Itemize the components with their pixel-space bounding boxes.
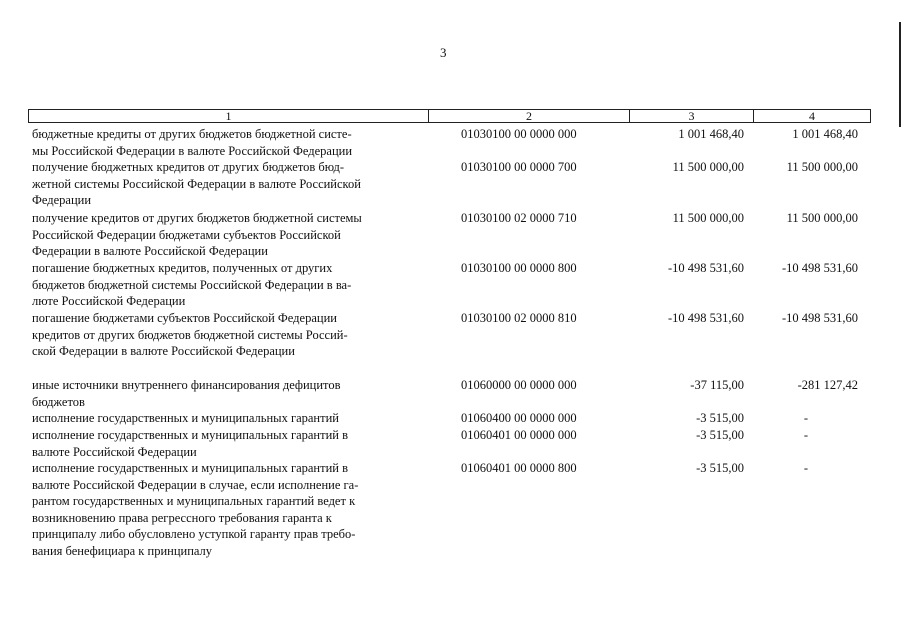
row-description-line: Российской Федерации бюджетами субъектов Российской xyxy=(32,227,341,242)
row-value-3: 11 500 000,00 xyxy=(672,211,744,225)
row-description xyxy=(32,310,422,360)
row-value-4: -10 498 531,60 xyxy=(781,311,858,325)
row-code: 01030100 00 0000 800 xyxy=(461,261,577,275)
row-description xyxy=(32,126,422,159)
row-description xyxy=(32,460,422,559)
row-description xyxy=(32,377,422,410)
row-value-4: 11 500 000,00 xyxy=(786,211,858,225)
row-value-4: 11 500 000,00 xyxy=(786,160,858,174)
row-description xyxy=(32,410,422,427)
row-description xyxy=(32,210,422,260)
row-value-3: -10 498 531,60 xyxy=(667,261,744,275)
row-description-line: мы Российской Федерации в валюте Российской Федерации xyxy=(32,143,353,158)
row-description xyxy=(32,159,422,209)
row-value-4: - xyxy=(803,461,809,475)
row-value-4: 1 001 468,40 xyxy=(792,127,858,141)
row-description-line: люте Российской Федерации xyxy=(32,294,186,308)
row-description-line: Федерации xyxy=(32,193,92,207)
row-value-3: 11 500 000,00 xyxy=(672,160,744,174)
row-description-line: погашение бюджетами субъектов Российской Федерации xyxy=(32,311,337,325)
row-value-3: -3 515,00 xyxy=(696,461,744,475)
row-description-line: вания бенефициара к принципалу xyxy=(32,543,213,558)
table-header xyxy=(28,109,871,123)
row-description-line: исполнение государственных и муниципальных гарантий в xyxy=(32,428,348,442)
row-description-line: бюджетов xyxy=(32,394,85,409)
row-value-4: - xyxy=(803,428,809,442)
row-description-line: получение кредитов от других бюджетов бюджетной системы xyxy=(32,211,362,225)
row-description-line: Федерации в валюте Российской Федерации xyxy=(32,244,268,258)
row-description-line: бюджетные кредиты от других бюджетов бюджетной систе- xyxy=(32,127,352,141)
row-code: 01060401 00 0000 000 xyxy=(461,428,577,442)
row-value-3: 1 001 468,40 xyxy=(678,127,744,141)
row-description-line: рантом государственных и муниципальных гарантий ведет к xyxy=(32,494,356,508)
row-description xyxy=(32,260,422,310)
row-description-line: жетной системы Российской Федерации в валюте Российской xyxy=(32,176,361,191)
row-value-3: -37 115,00 xyxy=(690,378,744,392)
header-col-1: 1 xyxy=(225,109,232,123)
row-code: 01060400 00 0000 000 xyxy=(461,411,577,425)
row-code: 01030100 02 0000 810 xyxy=(461,311,577,325)
row-description-line: погашение бюджетных кредитов, полученных от других xyxy=(32,261,333,275)
header-col-2: 2 xyxy=(526,109,532,123)
row-value-3: -3 515,00 xyxy=(696,411,744,425)
row-description-line: исполнение государственных и муниципальных гарантий в xyxy=(32,461,348,475)
row-description-line: иные источники внутреннего финансирования дефицитов xyxy=(32,378,341,392)
row-description-line: ской Федерации в валюте Российской Федерации xyxy=(32,344,295,358)
header-col-3: 3 xyxy=(688,109,695,123)
row-code: 01030100 02 0000 710 xyxy=(461,211,577,225)
row-description-line: бюджетов бюджетной системы Российской Федерации в ва- xyxy=(32,277,352,292)
row-value-4: -281 127,42 xyxy=(797,378,858,392)
row-value-3: -10 498 531,60 xyxy=(667,311,744,325)
row-value-4: - xyxy=(803,411,809,425)
row-code: 01030100 00 0000 000 xyxy=(461,127,577,141)
row-description-line: валюте Российской Федерации в случае, если исполнение га- xyxy=(32,477,359,492)
row-description-line: возникновению права регрессного требования гаранта к xyxy=(32,510,332,525)
row-code: 01060000 00 0000 000 xyxy=(461,378,577,392)
row-description xyxy=(32,427,422,460)
row-value-3: -3 515,00 xyxy=(696,428,744,442)
row-description-line: валюте Российской Федерации xyxy=(32,444,197,459)
scan-edge-mark xyxy=(899,22,901,127)
row-description-line: кредитов от других бюджетов бюджетной системы Россий- xyxy=(32,327,348,342)
header-col-4: 4 xyxy=(809,109,815,123)
row-description-line: получение бюджетных кредитов от других бюджетов бюд- xyxy=(32,160,345,174)
row-description-line: исполнение государственных и муниципальных гарантий xyxy=(32,411,339,425)
row-code: 01060401 00 0000 800 xyxy=(461,461,577,475)
row-description-line: принципалу либо обусловлено уступкой гаранту прав требо- xyxy=(32,527,356,541)
row-value-4: -10 498 531,60 xyxy=(781,261,858,275)
page-number: 3 xyxy=(440,45,447,60)
row-code: 01030100 00 0000 700 xyxy=(461,160,577,174)
